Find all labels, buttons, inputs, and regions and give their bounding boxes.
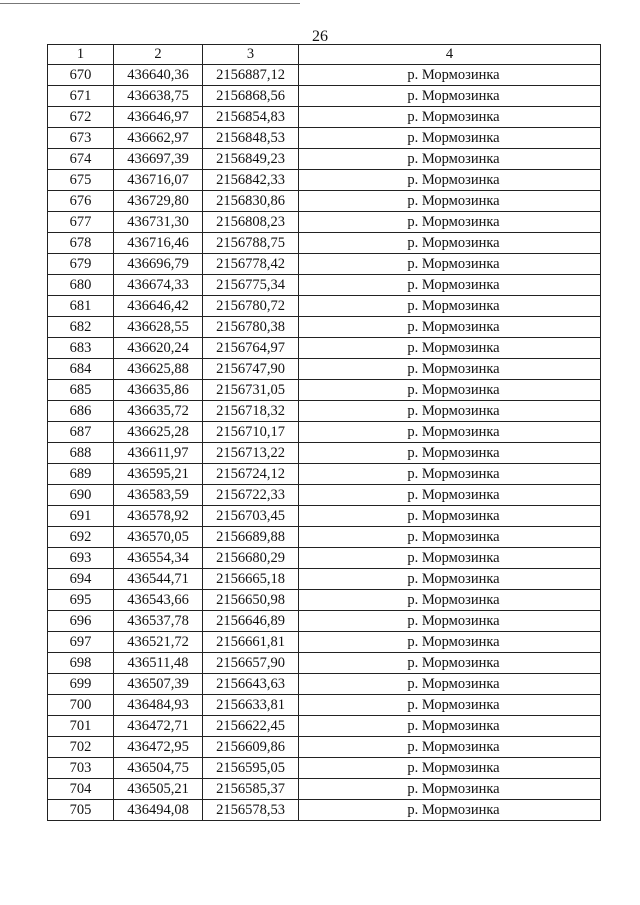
x-coordinate-cell: 436628,55 [114, 317, 203, 338]
description-cell: р. Мормозинка [299, 212, 601, 233]
table-row [48, 590, 601, 611]
point-number-cell: 686 [48, 401, 114, 422]
x-coordinate-cell: 436716,07 [114, 170, 203, 191]
table-row [48, 401, 601, 422]
table-row [48, 191, 601, 212]
point-number-cell: 701 [48, 716, 114, 737]
header-col-3: 3 [203, 45, 299, 65]
table-row [48, 506, 601, 527]
description-cell: р. Мормозинка [299, 296, 601, 317]
table-row [48, 275, 601, 296]
table-row [48, 779, 601, 800]
x-coordinate-cell: 436578,92 [114, 506, 203, 527]
x-coordinate-cell: 436472,95 [114, 737, 203, 758]
description-cell: р. Мормозинка [299, 716, 601, 737]
point-number-cell: 687 [48, 422, 114, 443]
point-number-cell: 694 [48, 569, 114, 590]
point-number-cell: 689 [48, 464, 114, 485]
point-number-cell: 676 [48, 191, 114, 212]
description-cell: р. Мормозинка [299, 674, 601, 695]
y-coordinate-cell: 2156775,34 [203, 275, 299, 296]
y-coordinate-cell: 2156731,05 [203, 380, 299, 401]
table-row [48, 653, 601, 674]
header-col-2: 2 [114, 45, 203, 65]
page-number: 26 [312, 28, 328, 45]
x-coordinate-cell: 436472,71 [114, 716, 203, 737]
y-coordinate-cell: 2156661,81 [203, 632, 299, 653]
point-number-cell: 682 [48, 317, 114, 338]
table-row [48, 86, 601, 107]
point-number-cell: 683 [48, 338, 114, 359]
y-coordinate-cell: 2156665,18 [203, 569, 299, 590]
x-coordinate-cell: 436635,72 [114, 401, 203, 422]
table-row [48, 422, 601, 443]
table-row [48, 128, 601, 149]
point-number-cell: 675 [48, 170, 114, 191]
point-number-cell: 679 [48, 254, 114, 275]
table-row [48, 800, 601, 821]
y-coordinate-cell: 2156622,45 [203, 716, 299, 737]
description-cell: р. Мормозинка [299, 632, 601, 653]
point-number-cell: 699 [48, 674, 114, 695]
x-coordinate-cell: 436716,46 [114, 233, 203, 254]
table-row [48, 716, 601, 737]
point-number-cell: 692 [48, 527, 114, 548]
description-cell: р. Мормозинка [299, 233, 601, 254]
description-cell: р. Мормозинка [299, 380, 601, 401]
point-number-cell: 671 [48, 86, 114, 107]
description-cell: р. Мормозинка [299, 128, 601, 149]
description-cell: р. Мормозинка [299, 401, 601, 422]
header-row [48, 45, 601, 65]
point-number-cell: 705 [48, 800, 114, 821]
table-row [48, 380, 601, 401]
x-coordinate-cell: 436674,33 [114, 275, 203, 296]
description-cell: р. Мормозинка [299, 527, 601, 548]
point-number-cell: 690 [48, 485, 114, 506]
x-coordinate-cell: 436731,30 [114, 212, 203, 233]
table-row [48, 296, 601, 317]
x-coordinate-cell: 436507,39 [114, 674, 203, 695]
x-coordinate-cell: 436620,24 [114, 338, 203, 359]
description-cell: р. Мормозинка [299, 65, 601, 86]
description-cell: р. Мормозинка [299, 485, 601, 506]
description-cell: р. Мормозинка [299, 569, 601, 590]
y-coordinate-cell: 2156585,37 [203, 779, 299, 800]
description-cell: р. Мормозинка [299, 422, 601, 443]
table-row [48, 317, 601, 338]
description-cell: р. Мормозинка [299, 653, 601, 674]
table-row [48, 611, 601, 632]
description-cell: р. Мормозинка [299, 338, 601, 359]
point-number-cell: 693 [48, 548, 114, 569]
description-cell: р. Мормозинка [299, 359, 601, 380]
header-col-4: 4 [299, 45, 601, 65]
description-cell: р. Мормозинка [299, 800, 601, 821]
point-number-cell: 691 [48, 506, 114, 527]
description-cell: р. Мормозинка [299, 590, 601, 611]
x-coordinate-cell: 436625,28 [114, 422, 203, 443]
x-coordinate-cell: 436640,36 [114, 65, 203, 86]
y-coordinate-cell: 2156689,88 [203, 527, 299, 548]
x-coordinate-cell: 436638,75 [114, 86, 203, 107]
x-coordinate-cell: 436646,42 [114, 296, 203, 317]
table-row [48, 548, 601, 569]
point-number-cell: 697 [48, 632, 114, 653]
table-row [48, 233, 601, 254]
y-coordinate-cell: 2156780,72 [203, 296, 299, 317]
point-number-cell: 673 [48, 128, 114, 149]
x-coordinate-cell: 436484,93 [114, 695, 203, 716]
description-cell: р. Мормозинка [299, 758, 601, 779]
point-number-cell: 672 [48, 107, 114, 128]
description-cell: р. Мормозинка [299, 443, 601, 464]
table-row [48, 674, 601, 695]
point-number-cell: 674 [48, 149, 114, 170]
x-coordinate-cell: 436511,48 [114, 653, 203, 674]
point-number-cell: 695 [48, 590, 114, 611]
point-number-cell: 685 [48, 380, 114, 401]
x-coordinate-cell: 436521,72 [114, 632, 203, 653]
point-number-cell: 670 [48, 65, 114, 86]
table-row [48, 758, 601, 779]
x-coordinate-cell: 436494,08 [114, 800, 203, 821]
description-cell: р. Мормозинка [299, 149, 601, 170]
x-coordinate-cell: 436554,34 [114, 548, 203, 569]
y-coordinate-cell: 2156764,97 [203, 338, 299, 359]
y-coordinate-cell: 2156650,98 [203, 590, 299, 611]
table-row [48, 485, 601, 506]
y-coordinate-cell: 2156722,33 [203, 485, 299, 506]
description-cell: р. Мормозинка [299, 107, 601, 128]
x-coordinate-cell: 436595,21 [114, 464, 203, 485]
point-number-cell: 681 [48, 296, 114, 317]
description-cell: р. Мормозинка [299, 275, 601, 296]
description-cell: р. Мормозинка [299, 737, 601, 758]
x-coordinate-cell: 436646,97 [114, 107, 203, 128]
point-number-cell: 702 [48, 737, 114, 758]
y-coordinate-cell: 2156848,53 [203, 128, 299, 149]
y-coordinate-cell: 2156643,63 [203, 674, 299, 695]
x-coordinate-cell: 436611,97 [114, 443, 203, 464]
y-coordinate-cell: 2156703,45 [203, 506, 299, 527]
top-rule [0, 3, 300, 4]
x-coordinate-cell: 436635,86 [114, 380, 203, 401]
table-row [48, 212, 601, 233]
point-number-cell: 703 [48, 758, 114, 779]
y-coordinate-cell: 2156680,29 [203, 548, 299, 569]
x-coordinate-cell: 436583,59 [114, 485, 203, 506]
description-cell: р. Мормозинка [299, 254, 601, 275]
table-row [48, 527, 601, 548]
y-coordinate-cell: 2156780,38 [203, 317, 299, 338]
y-coordinate-cell: 2156849,23 [203, 149, 299, 170]
y-coordinate-cell: 2156788,75 [203, 233, 299, 254]
y-coordinate-cell: 2156595,05 [203, 758, 299, 779]
description-cell: р. Мормозинка [299, 506, 601, 527]
table-row [48, 737, 601, 758]
point-number-cell: 678 [48, 233, 114, 254]
table-row [48, 443, 601, 464]
y-coordinate-cell: 2156657,90 [203, 653, 299, 674]
y-coordinate-cell: 2156842,33 [203, 170, 299, 191]
x-coordinate-cell: 436570,05 [114, 527, 203, 548]
x-coordinate-cell: 436729,80 [114, 191, 203, 212]
x-coordinate-cell: 436504,75 [114, 758, 203, 779]
point-number-cell: 688 [48, 443, 114, 464]
description-cell: р. Мормозинка [299, 611, 601, 632]
y-coordinate-cell: 2156710,17 [203, 422, 299, 443]
table-row [48, 632, 601, 653]
x-coordinate-cell: 436505,21 [114, 779, 203, 800]
point-number-cell: 700 [48, 695, 114, 716]
y-coordinate-cell: 2156724,12 [203, 464, 299, 485]
point-number-cell: 698 [48, 653, 114, 674]
description-cell: р. Мормозинка [299, 464, 601, 485]
point-number-cell: 684 [48, 359, 114, 380]
point-number-cell: 696 [48, 611, 114, 632]
y-coordinate-cell: 2156633,81 [203, 695, 299, 716]
table-row [48, 338, 601, 359]
table-row [48, 695, 601, 716]
description-cell: р. Мормозинка [299, 695, 601, 716]
x-coordinate-cell: 436544,71 [114, 569, 203, 590]
description-cell: р. Мормозинка [299, 191, 601, 212]
header-col-1: 1 [48, 45, 114, 65]
y-coordinate-cell: 2156578,53 [203, 800, 299, 821]
x-coordinate-cell: 436697,39 [114, 149, 203, 170]
description-cell: р. Мормозинка [299, 779, 601, 800]
description-cell: р. Мормозинка [299, 548, 601, 569]
description-cell: р. Мормозинка [299, 86, 601, 107]
y-coordinate-cell: 2156713,22 [203, 443, 299, 464]
x-coordinate-cell: 436662,97 [114, 128, 203, 149]
description-cell: р. Мормозинка [299, 170, 601, 191]
table-row [48, 65, 601, 86]
y-coordinate-cell: 2156718,32 [203, 401, 299, 422]
table-row [48, 359, 601, 380]
table-row [48, 107, 601, 128]
y-coordinate-cell: 2156868,56 [203, 86, 299, 107]
point-number-cell: 677 [48, 212, 114, 233]
y-coordinate-cell: 2156854,83 [203, 107, 299, 128]
y-coordinate-cell: 2156808,23 [203, 212, 299, 233]
x-coordinate-cell: 436696,79 [114, 254, 203, 275]
x-coordinate-cell: 436537,78 [114, 611, 203, 632]
y-coordinate-cell: 2156887,12 [203, 65, 299, 86]
y-coordinate-cell: 2156609,86 [203, 737, 299, 758]
table-row [48, 464, 601, 485]
x-coordinate-cell: 436625,88 [114, 359, 203, 380]
y-coordinate-cell: 2156747,90 [203, 359, 299, 380]
description-cell: р. Мормозинка [299, 317, 601, 338]
point-number-cell: 704 [48, 779, 114, 800]
coordinates-table [47, 44, 601, 821]
table-row [48, 149, 601, 170]
table-row [48, 569, 601, 590]
y-coordinate-cell: 2156778,42 [203, 254, 299, 275]
x-coordinate-cell: 436543,66 [114, 590, 203, 611]
y-coordinate-cell: 2156646,89 [203, 611, 299, 632]
table-row [48, 254, 601, 275]
table-row [48, 170, 601, 191]
y-coordinate-cell: 2156830,86 [203, 191, 299, 212]
point-number-cell: 680 [48, 275, 114, 296]
